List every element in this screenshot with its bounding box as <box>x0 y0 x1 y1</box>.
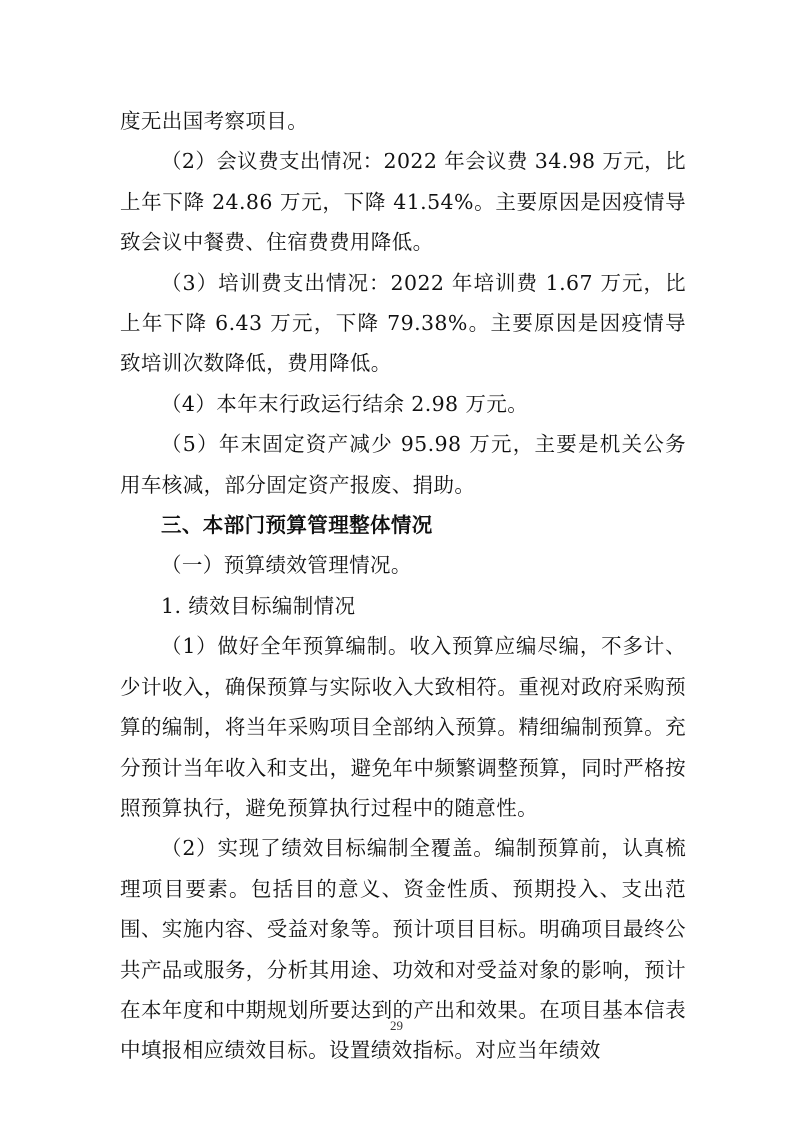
page-number: 29 <box>390 1018 403 1033</box>
paragraph: （4）本年末行政运行结余 2.98 万元。 <box>161 391 529 416</box>
paragraph: （5）年末固定资产减少 95.98 万元，主要是机关公务用车核减，部分固定资产报废、捐助。 <box>120 432 686 497</box>
paragraph: （2）实现了绩效目标编制全覆盖。编制预算前，认真梳理项目要素。包括目的意义、资金性质、预期投入、支出范围、实施内容、受益对象等。预计项目目标。明确项目最终公共产品或服务，分析其用途、功效和对受益对象的影响，预计在本年度和中期规划所要达到的产出和效果。在项目基本信表中填报相应绩效目标。设置绩效指标。对应当年绩效 <box>120 836 686 1063</box>
paragraph: （2）会议费支出情况：2022 年会议费 34.98 万元，比上年下降 24.86 万元，下降 41.54%。主要原因是因疫情导致会议中餐费、住宿费费用降低。 <box>120 149 686 255</box>
section-heading: 三、本部门预算管理整体情况 <box>161 513 433 538</box>
paragraph: 1. 绩效目标编制情况 <box>161 593 356 618</box>
paragraph: 度无出国考察项目。 <box>120 109 309 133</box>
paragraph: （1）做好全年预算编制。收入预算应编尽编，不多计、少计收入，确保预算与实际收入大致相符。重视对政府采购预算的编制，将当年采购项目全部纳入预算。精细编制预算。充分预计当年收入和支出，避免年中频繁调整预算，同时严格按照预算执行，避免预算执行过程中的随意性。 <box>120 634 686 820</box>
paragraph: （一）预算绩效管理情况。 <box>161 553 412 578</box>
body-text <box>120 101 686 1071</box>
paragraph: （3）培训费支出情况：2022 年培训费 1.67 万元，比上年下降 6.43 万元，下降 79.38%。主要原因是因疫情导致培训次数降低，费用降低。 <box>120 270 686 376</box>
